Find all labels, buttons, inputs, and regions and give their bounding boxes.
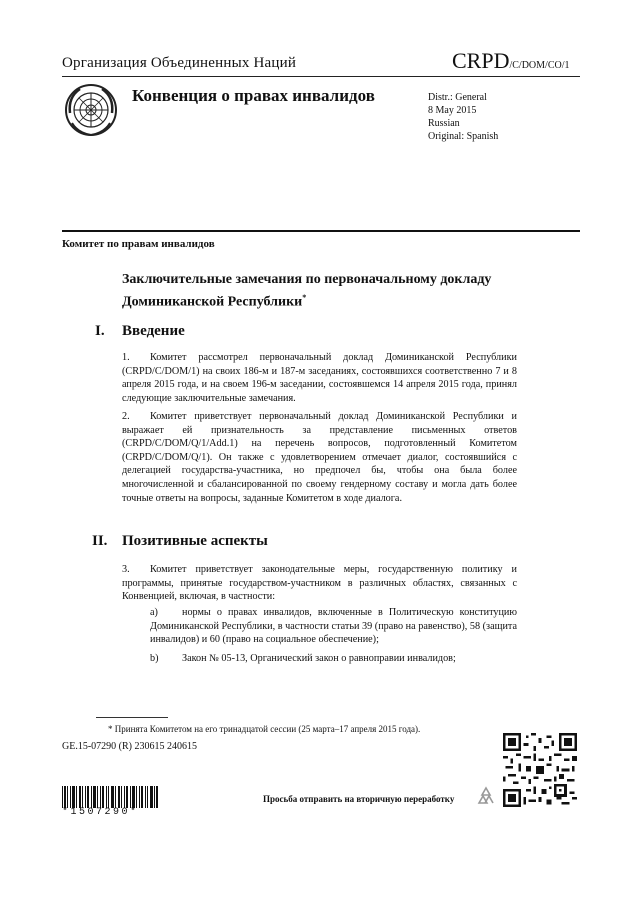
document-title — [122, 271, 522, 312]
section-number: I. — [95, 323, 105, 339]
symbol-suffix: /C/DOM/CO/1 — [509, 60, 570, 71]
title-text: Заключительные замечания по первоначальному докладу Доминиканской Республики — [122, 272, 492, 310]
subitem-letter: a) — [150, 607, 158, 618]
section-heading-2 — [92, 532, 107, 550]
original-line: Original: Spanish — [428, 131, 499, 142]
recycle-note: Просьба отправить на вторичную переработку — [263, 794, 455, 804]
paragraph-text: Комитет рассмотрел первоначальный доклад Доминиканской Республики (CRPD/C/DOM/1) на своих 186-м и 187-м заседаниях, состоявшихся соответственно 7 и 8 апреля 2015 года, и на своем 196-м заседании, состоявшемся 14 апреля 2015 года, принял следующие заключительные замечания. — [122, 352, 517, 404]
title-rule — [62, 230, 580, 232]
paragraph-text: Комитет приветствует первоначальный доклад Доминиканской Республики и выражает ей признательность за представление письменных ответов (CRPD/C/DOM/Q/1/Add.1) на перечень вопросов, подготовленный Комитетом (CRPD/C/DOM/Q/1). Он также с удовлетворением отмечает диалог, состоявшийся с делегацией государства-участника, но предпочел бы, чтобы она была более многочисленной и сбалансированной по своему гендерному составу и могла дать более точные ответы на вопросы, заданные Комитетом в ходе диалога. — [122, 411, 517, 504]
committee-name: Комитет по правам инвалидов — [62, 238, 215, 250]
document-code: GE.15-07290 (R) 230615 240615 — [62, 741, 197, 752]
header-rule — [62, 76, 580, 77]
section-heading-1 — [95, 322, 105, 340]
title-footnote-marker: * — [302, 293, 307, 302]
language-line: Russian — [428, 118, 460, 129]
paragraph-1 — [122, 351, 517, 405]
paragraph-3 — [122, 563, 517, 604]
subitem-letter: b) — [150, 653, 159, 664]
section-title: Позитивные аспекты — [122, 533, 268, 549]
date-line: 8 May 2015 — [428, 105, 477, 116]
footnote-rule — [96, 717, 168, 718]
subitem-text: нормы о правах инвалидов, включенные в Политическую конституцию Доминиканской Республики, в частности статьи 39 (право на равенство), 58 (защита инвалидов) и 60 (право на социальное обеспечение); — [150, 607, 517, 646]
document-symbol — [452, 48, 570, 74]
un-emblem-icon — [64, 83, 118, 137]
footnote: * Принята Комитетом на его тринадцатой сессии (25 марта–17 апреля 2015 года). — [108, 724, 421, 734]
distr-line: Distr.: General — [428, 92, 487, 103]
organization-name: Организация Объединенных Наций — [62, 55, 297, 71]
recycle-icon — [475, 785, 497, 807]
subitem-text: Закон № 05-13, Органический закон о равноправии инвалидов; — [182, 653, 456, 664]
paragraph-number: 1. — [122, 352, 130, 363]
subitem-a — [150, 606, 517, 647]
convention-title: Конвенция о правах инвалидов — [132, 86, 375, 105]
paragraph-text: Комитет приветствует законодательные меры, государственную политику и программы, принятые государством-участником в различных областях, связанных с Конвенцией, включая, в частности: — [122, 564, 517, 603]
qr-code-icon — [503, 733, 577, 807]
subitem-b — [150, 652, 517, 666]
paragraph-number: 3. — [122, 564, 130, 575]
section-title: Введение — [122, 323, 185, 339]
paragraph-2 — [122, 410, 517, 505]
section-title-1 — [122, 322, 185, 340]
distribution-info — [428, 91, 498, 143]
section-number: II. — [92, 533, 108, 549]
symbol-main: CRPD — [452, 48, 510, 73]
barcode-number: *1507290* — [62, 807, 139, 818]
barcode — [62, 786, 158, 808]
section-title-2 — [122, 532, 268, 550]
paragraph-number: 2. — [122, 411, 130, 422]
